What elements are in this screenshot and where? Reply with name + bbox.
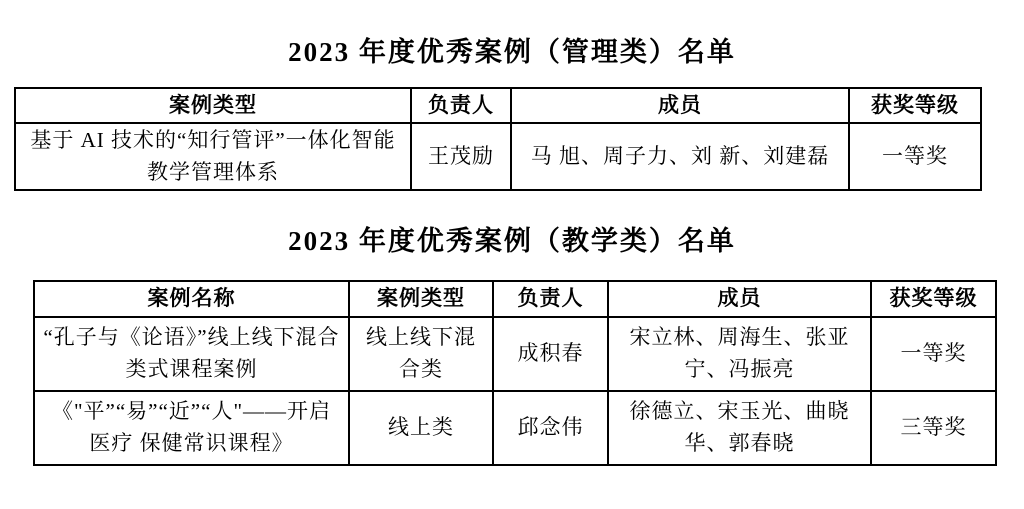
table-row (34, 391, 996, 465)
cell-members: 宋立林、周海生、张亚宁、冯振亮 (608, 317, 871, 391)
cell-members: 徐德立、宋玉光、曲晓华、郭春晓 (608, 391, 871, 465)
column-header-case-name: 案例名称 (34, 281, 349, 317)
cell-leader: 成积春 (493, 317, 608, 391)
cell-award-level: 一等奖 (849, 123, 981, 190)
teaching-award-table (33, 280, 997, 466)
column-header-leader: 负责人 (493, 281, 608, 317)
cell-leader: 邱念伟 (493, 391, 608, 465)
cell-award-level: 三等奖 (871, 391, 996, 465)
column-header-members: 成员 (511, 88, 849, 124)
table-row (15, 123, 981, 190)
cell-award-level: 一等奖 (871, 317, 996, 391)
cell-leader: 王茂励 (411, 123, 511, 190)
cell-case-type: 线上类 (349, 391, 493, 465)
cell-case-name: 《"平”“易”“近”“人"——开启医疗 保健常识课程》 (34, 391, 349, 465)
table-row (34, 317, 996, 391)
table-header-row (15, 88, 981, 124)
cell-members: 马 旭、周子力、刘 新、刘建磊 (511, 123, 849, 190)
column-header-award-level: 获奖等级 (871, 281, 996, 317)
column-header-case-type: 案例类型 (349, 281, 493, 317)
cell-case-type: 基于 AI 技术的“知行管评”一体化智能教学管理体系 (15, 123, 411, 190)
management-list-title: 2023 年度优秀案例（管理类）名单 (288, 37, 736, 67)
column-header-award-level: 获奖等级 (849, 88, 981, 124)
column-header-members: 成员 (608, 281, 871, 317)
management-award-table (14, 87, 982, 192)
teaching-list-title: 2023 年度优秀案例（教学类）名单 (288, 226, 736, 257)
cell-case-type: 线上线下混合类 (349, 317, 493, 391)
cell-case-name: “孔子与《论语》”线上线下混合类式课程案例 (34, 317, 349, 391)
column-header-case-type: 案例类型 (15, 88, 411, 124)
column-header-leader: 负责人 (411, 88, 511, 124)
table-header-row (34, 281, 996, 317)
